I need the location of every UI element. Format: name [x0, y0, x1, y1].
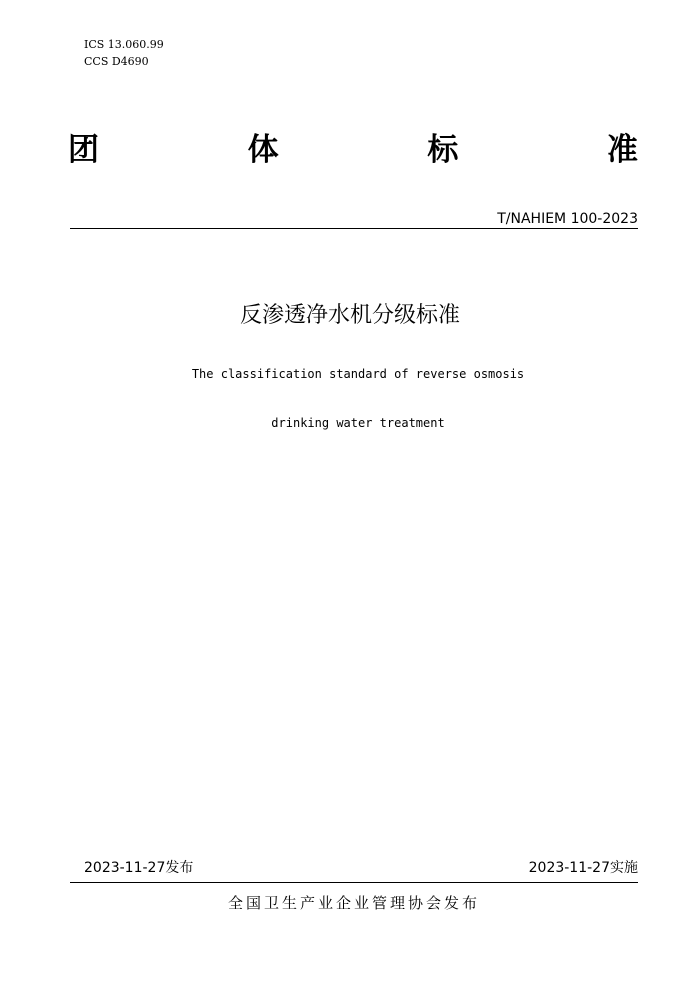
standard-type-char: 体 — [247, 132, 279, 168]
title-chinese: 反渗透净水机分级标准 — [239, 303, 460, 328]
title-english-line2: drinking water treatment — [271, 416, 445, 430]
publisher: 全国卫生产业企业管理协会发布 — [227, 894, 480, 912]
ccs-code: CCS D4690 — [84, 55, 149, 68]
issue-date: 2023-11-27发布 — [84, 860, 194, 876]
standard-type-char: 标 — [427, 132, 459, 168]
classification-codes — [84, 36, 164, 70]
title-english-line1: The classification standard of reverse osmosis — [191, 367, 525, 381]
implementation-date: 2023-11-27实施 — [528, 860, 638, 876]
standard-number: T/NAHIEM 100-2023 — [497, 211, 638, 227]
ics-code: ICS 13.060.99 — [84, 38, 164, 51]
standard-type-char: 团 — [68, 132, 99, 168]
standard-type-heading — [68, 128, 638, 172]
standard-type-char: 准 — [606, 132, 638, 168]
bottom-divider — [70, 882, 638, 883]
top-divider — [70, 228, 638, 229]
